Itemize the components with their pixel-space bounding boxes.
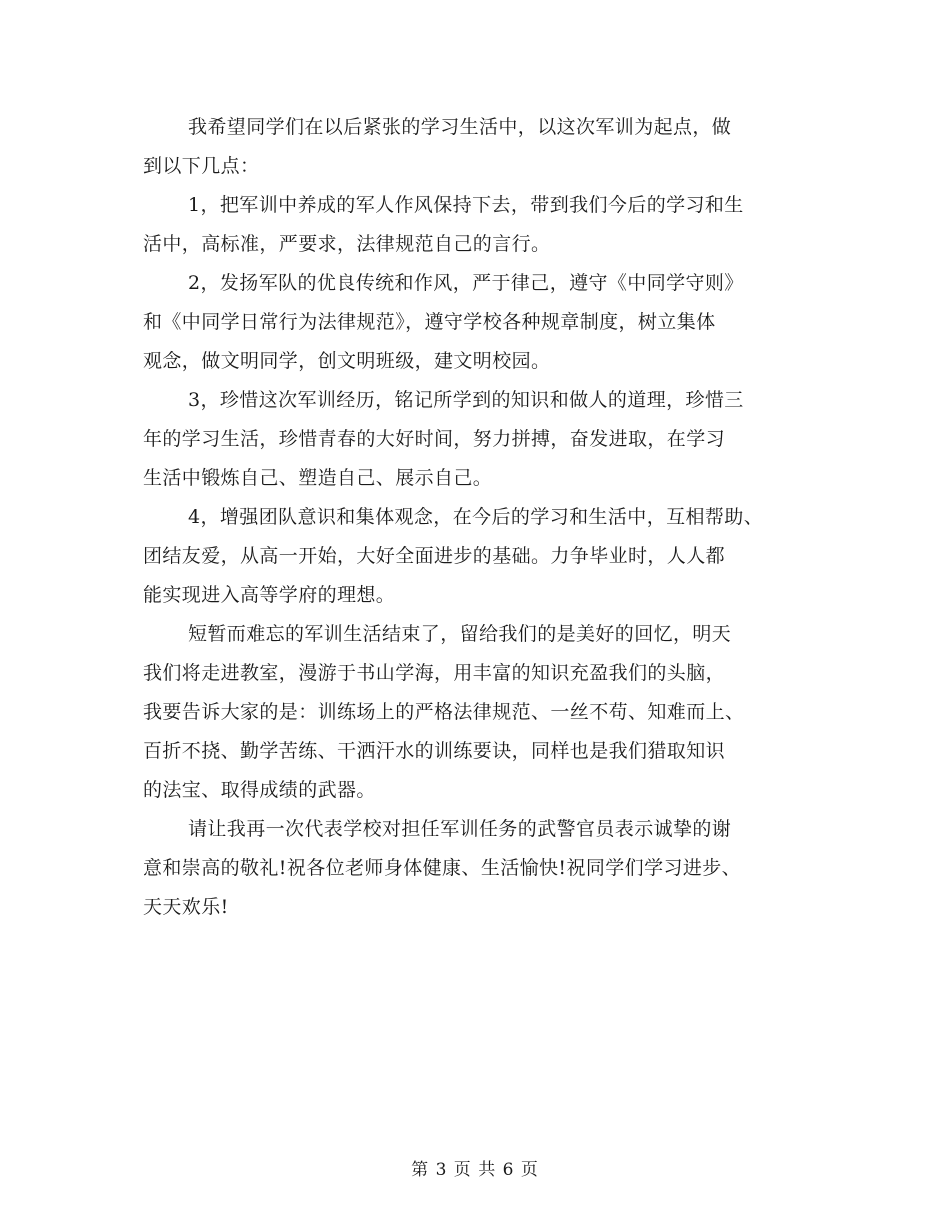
text-line: 年的学习生活，珍惜青春的大好时间，努力拼搏，奋发进取，在学习 xyxy=(143,428,726,450)
text-line: 观念，做文明同学，创文明班级，建文明校园。 xyxy=(143,350,551,372)
text-line: 3，珍惜这次军训经历，铭记所学到的知识和做人的道理，珍惜三 xyxy=(188,389,744,411)
text-line: 意和崇高的敬礼!祝各位老师身体健康、生活愉快!祝同学们学习进步、 xyxy=(143,857,742,879)
text-line: 2，发扬军队的优良传统和作风，严于律己，遵守《中同学守则》 xyxy=(188,272,744,294)
text-line: 1，把军训中养成的军人作风保持下去，带到我们今后的学习和生 xyxy=(188,194,744,216)
page-number-footer: 第 3 页 共 6 页 xyxy=(411,1160,539,1180)
text-line: 天天欢乐! xyxy=(143,896,229,918)
body-text xyxy=(143,108,823,927)
text-line: 我们将走进教室，漫游于书山学海，用丰富的知识充盈我们的头脑， xyxy=(143,662,726,684)
text-line: 生活中锻炼自己、塑造自己、展示自己。 xyxy=(143,467,493,489)
text-line: 请让我再一次代表学校对担任军训任务的武警官员表示诚挚的谢 xyxy=(188,818,732,840)
text-line: 4，增强团队意识和集体观念，在今后的学习和生活中，互相帮助、 xyxy=(188,506,764,528)
text-line: 活中，高标准，严要求，法律规范自己的言行。 xyxy=(143,233,551,255)
text-line: 和《中同学日常行为法律规范》，遵守学校各种规章制度，树立集体 xyxy=(143,311,716,333)
text-line: 我要告诉大家的是：训练场上的严格法律规范、一丝不苟、知难而上、 xyxy=(143,701,745,723)
text-line: 的法宝、取得成绩的武器。 xyxy=(143,779,376,801)
text-line: 短暂而难忘的军训生活结束了，留给我们的是美好的回忆，明天 xyxy=(188,623,732,645)
text-line: 到以下几点： xyxy=(143,155,260,177)
text-line: 能实现进入高等学府的理想。 xyxy=(143,584,396,606)
text-line: 我希望同学们在以后紧张的学习生活中，以这次军训为起点，做 xyxy=(188,116,732,138)
text-line: 百折不挠、勤学苦练、干洒汗水的训练要诀，同样也是我们猎取知识 xyxy=(143,740,726,762)
text-line: 团结友爱，从高一开始，大好全面进步的基础。力争毕业时，人人都 xyxy=(143,545,726,567)
